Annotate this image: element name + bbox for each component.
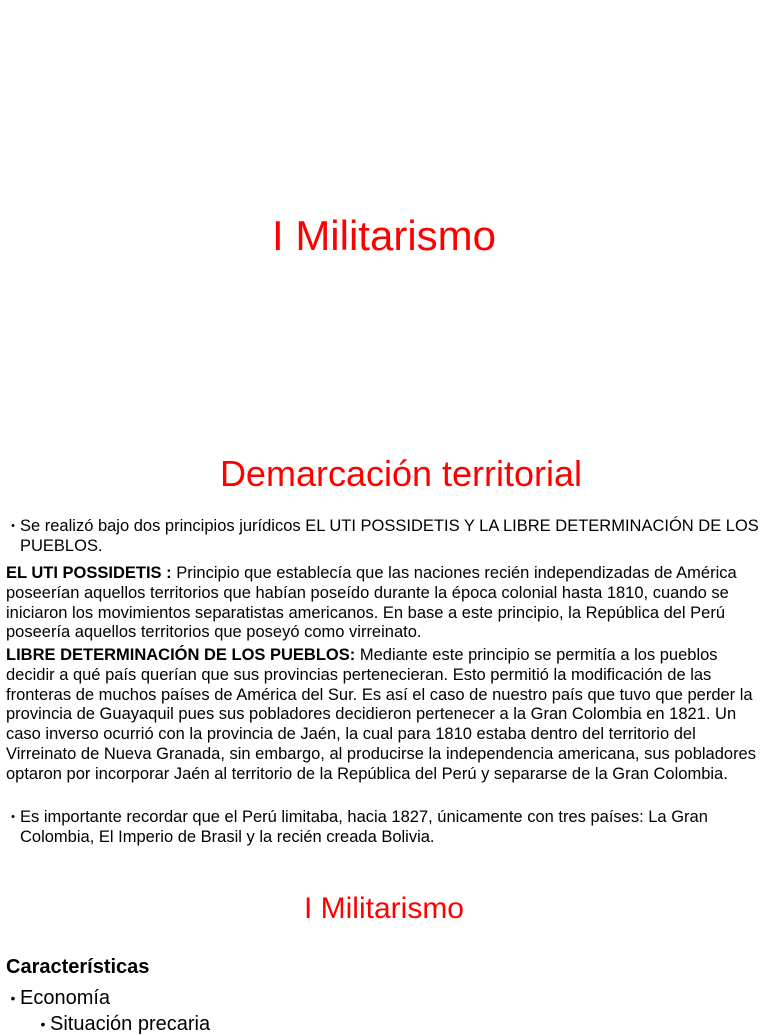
list-item-economia (6, 986, 110, 1010)
bullet-principios (6, 517, 762, 557)
bullet-glyph: • (11, 811, 15, 823)
uti-possidetis-text: Principio que establecía que las naciones recién independizadas de América poseerían aquellos territorios que habían poseído durante la época colonial hasta 1810, cuando se iniciaron los movimientos separatistas americanos. En base a este principio, la República del Perú poseería aquellos territorios que poseyó como virreinato. (6, 564, 737, 642)
paragraph-libre-determinacion (6, 646, 766, 785)
bullet-glyph: • (40, 1016, 46, 1032)
slide-title-demarcacion: Demarcación territorial (219, 453, 583, 494)
libre-determinacion-text: Mediante este principio se permitía a los pueblos decidir a qué país querían que sus provincias pertenecieran. Esto permitió la modificación de las fronteras de muchos países de América del Sur. Es así el caso de nuestro país que tuvo que perder la provincia de Guayaquil pues sus pobladores decidieron pertenecer a la Gran Colombia en 1821. Un caso inverso ocurrió con la provincia de Jaén, la cual para 1810 estaba dentro del territorio del Virreinato de Nueva Granada, sin embargo, al producirse la independencia americana, sus pobladores optaron por incorporar Jaén al territorio de la República del Perú y separarse de la Gran Colombia. (6, 646, 756, 783)
bullet-limites-text: Es importante recordar que el Perú limitaba, hacia 1827, únicamente con tres países: La Gran Colombia, El Imperio de Brasil y la recién creada Bolivia. (20, 808, 708, 846)
paragraph-uti-possidetis (6, 564, 766, 643)
slide-title-militarismo-2: I Militarismo (303, 892, 464, 925)
slide-title-militarismo: I Militarismo (271, 212, 496, 259)
bullet-glyph: • (11, 520, 15, 532)
heading-caracteristicas: Características (6, 956, 150, 978)
list-item-economia-text: Economía (20, 987, 111, 1009)
term-libre-determinacion: LIBRE DETERMINACIÓN DE LOS PUEBLOS: (6, 646, 356, 664)
bullet-principios-text: Se realizó bajo dos principios jurídicos EL UTI POSSIDETIS Y LA LIBRE DETERMINACIÓN DE LOS PUEBLOS. (20, 517, 759, 555)
bullet-glyph: • (10, 990, 16, 1006)
bullet-limites (6, 808, 762, 848)
sub-list-item-situacion-text: Situación precaria (50, 1013, 211, 1035)
sub-list-item-situacion (36, 1012, 210, 1036)
term-uti-possidetis: EL UTI POSSIDETIS : (6, 564, 172, 582)
